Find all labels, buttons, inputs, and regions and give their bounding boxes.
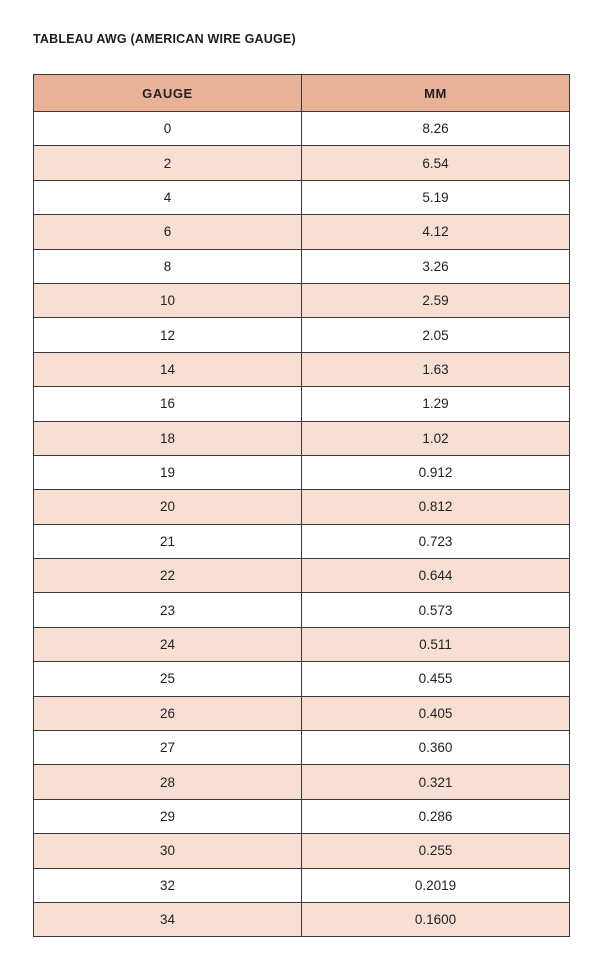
table-body	[34, 112, 570, 937]
table-row	[34, 627, 570, 661]
cell-mm: 0.455	[302, 662, 570, 696]
cell-gauge: 8	[34, 249, 302, 283]
cell-gauge: 21	[34, 524, 302, 558]
table-row	[34, 387, 570, 421]
cell-gauge: 25	[34, 662, 302, 696]
cell-gauge: 28	[34, 765, 302, 799]
table-header-row	[34, 75, 570, 112]
cell-mm: 0.2019	[302, 868, 570, 902]
cell-gauge: 16	[34, 387, 302, 421]
table-row	[34, 559, 570, 593]
table-row	[34, 662, 570, 696]
cell-gauge: 4	[34, 180, 302, 214]
table-row	[34, 765, 570, 799]
cell-gauge: 27	[34, 731, 302, 765]
table-row	[34, 490, 570, 524]
table-row	[34, 731, 570, 765]
awg-table	[33, 74, 570, 937]
cell-gauge: 18	[34, 421, 302, 455]
cell-mm: 1.29	[302, 387, 570, 421]
table-row	[34, 868, 570, 902]
cell-mm: 0.1600	[302, 902, 570, 936]
column-header-gauge: GAUGE	[34, 75, 302, 112]
cell-gauge: 26	[34, 696, 302, 730]
table-row	[34, 283, 570, 317]
table-row	[34, 112, 570, 146]
table-row	[34, 421, 570, 455]
cell-gauge: 19	[34, 455, 302, 489]
cell-mm: 6.54	[302, 146, 570, 180]
table-row	[34, 834, 570, 868]
cell-mm: 0.912	[302, 455, 570, 489]
column-header-mm: MM	[302, 75, 570, 112]
table-header	[34, 75, 570, 112]
table-row	[34, 249, 570, 283]
cell-mm: 0.511	[302, 627, 570, 661]
table-row	[34, 524, 570, 558]
table-row	[34, 455, 570, 489]
table-row	[34, 352, 570, 386]
cell-mm: 0.360	[302, 731, 570, 765]
cell-gauge: 2	[34, 146, 302, 180]
cell-mm: 0.573	[302, 593, 570, 627]
cell-gauge: 29	[34, 799, 302, 833]
awg-table-container	[33, 74, 567, 937]
page-title: TABLEAU AWG (AMERICAN WIRE GAUGE)	[33, 32, 296, 46]
cell-mm: 2.05	[302, 318, 570, 352]
cell-mm: 4.12	[302, 215, 570, 249]
cell-gauge: 32	[34, 868, 302, 902]
cell-mm: 0.644	[302, 559, 570, 593]
cell-gauge: 12	[34, 318, 302, 352]
table-row	[34, 902, 570, 936]
cell-mm: 8.26	[302, 112, 570, 146]
cell-gauge: 6	[34, 215, 302, 249]
cell-gauge: 20	[34, 490, 302, 524]
cell-gauge: 22	[34, 559, 302, 593]
cell-gauge: 23	[34, 593, 302, 627]
table-row	[34, 799, 570, 833]
table-row	[34, 318, 570, 352]
cell-mm: 0.405	[302, 696, 570, 730]
cell-mm: 0.286	[302, 799, 570, 833]
table-row	[34, 215, 570, 249]
cell-mm: 1.63	[302, 352, 570, 386]
cell-gauge: 10	[34, 283, 302, 317]
cell-mm: 0.723	[302, 524, 570, 558]
table-row	[34, 696, 570, 730]
cell-gauge: 34	[34, 902, 302, 936]
cell-mm: 1.02	[302, 421, 570, 455]
cell-mm: 2.59	[302, 283, 570, 317]
cell-mm: 5.19	[302, 180, 570, 214]
cell-mm: 0.321	[302, 765, 570, 799]
table-row	[34, 146, 570, 180]
cell-mm: 3.26	[302, 249, 570, 283]
table-row	[34, 180, 570, 214]
cell-gauge: 0	[34, 112, 302, 146]
cell-mm: 0.255	[302, 834, 570, 868]
cell-gauge: 14	[34, 352, 302, 386]
table-row	[34, 593, 570, 627]
cell-gauge: 30	[34, 834, 302, 868]
cell-mm: 0.812	[302, 490, 570, 524]
cell-gauge: 24	[34, 627, 302, 661]
